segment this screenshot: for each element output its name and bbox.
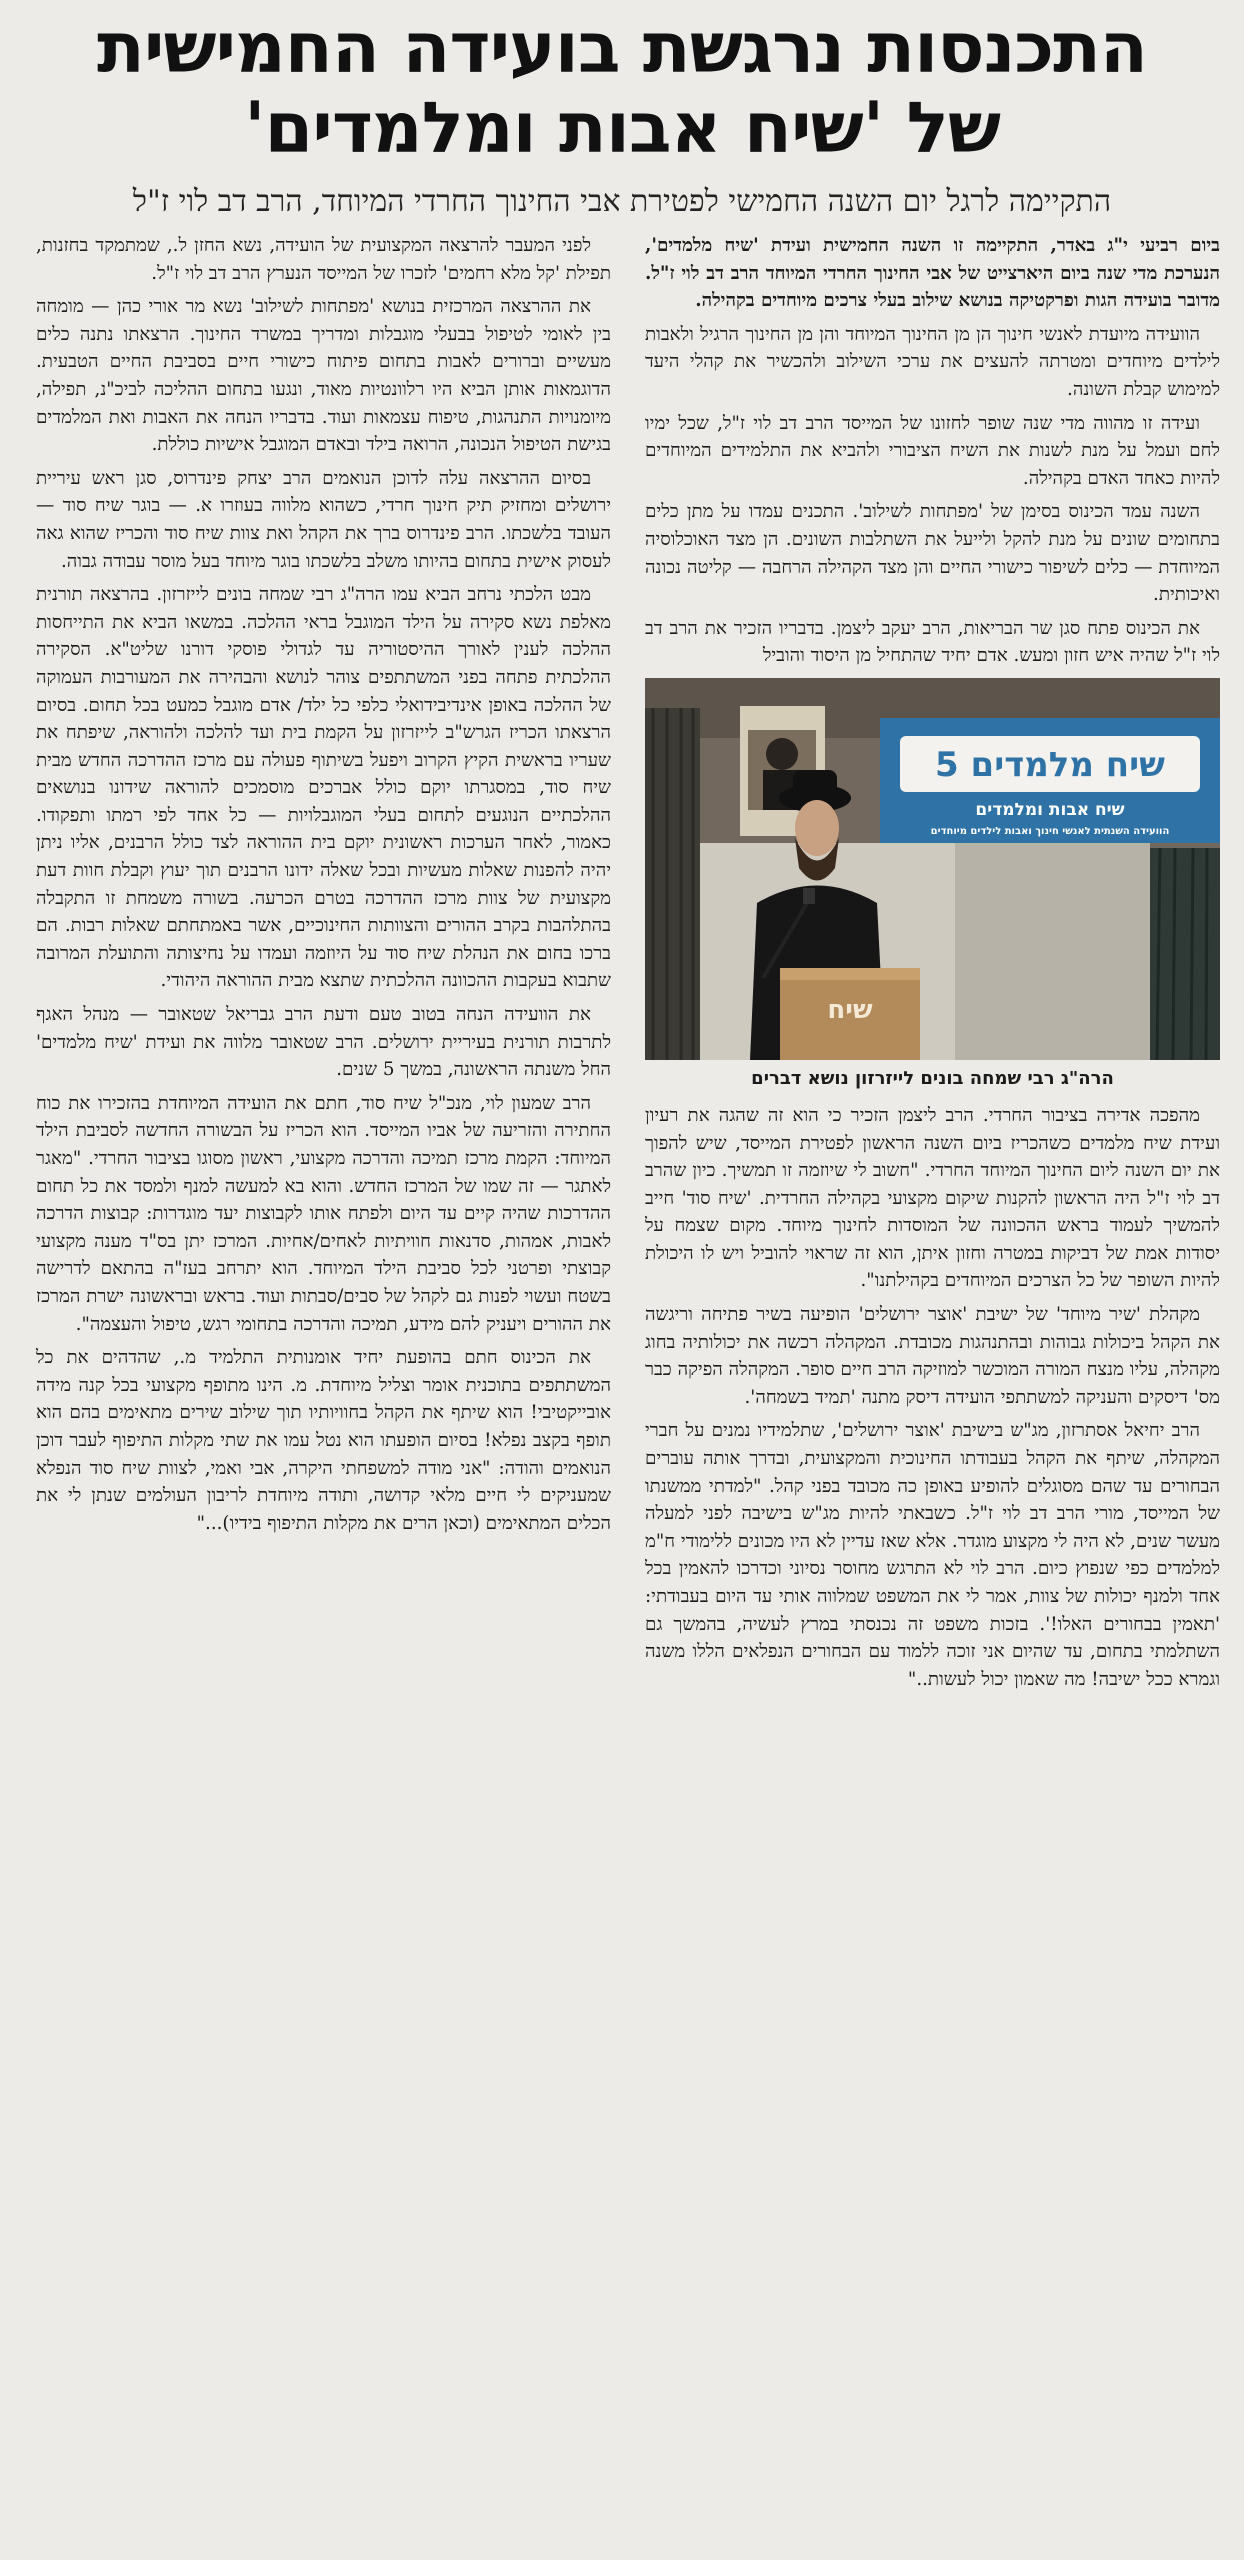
paragraph: את הכינוס פתח סגן שר הבריאות, הרב יעקב ליצמן. בדבריו הזכיר את הרב דב לוי ז"ל שהיה איש חזון ומעש. אדם יחיד שהתחיל מן היסוד והוביל — [645, 617, 1220, 667]
paragraph: ועידה זו מהווה מדי שנה שופר לחזונו של המייסד הרב דב לוי ז"ל, שכל ימיו לחם ועמל על מנת לשנות את השיח הציבורי ולהביא את התלמידים המיוחדים להיות כאחד האדם בקהילה. — [645, 412, 1220, 489]
column-left — [36, 232, 611, 2532]
paragraph: הוועידה מיועדת לאנשי חינוך הן מן החינוך המיוחד והן מן החינוך הרגיל ולאבות לילדים מיוחדים ומטרתה להעצים את ערכי השילוב ולהכשיר את קהלי היעד למימוש קבלת השונה. — [645, 323, 1220, 400]
column-right — [645, 232, 1220, 2532]
paragraph: לפני המעבר להרצאה המקצועית של הועידה, נשא החזן ל., שמתמקד בחזנות, תפילת 'קל מלא רחמים' לזכרו של המייסד הנערץ הרב דב לוי ז"ל. — [36, 235, 611, 284]
paragraph: את הכינוס חתם בהופעת יחיד אומנותית התלמיד מ., שהדהים את כל המשתתפים בתוכנית אומר וצליל מיוחדת. מ. הינו מתופף מקצועי בכל קנה מידה אובייקטיבי! הוא שיתף את הקהל בחוויותיו תוך שילוב שירים מתאימים בהם הוא תופף בקצב נפלא! בסיום הופעתו הוא נטל עמו את שתי מקלות התיפוף לעבר דוכן הנואמים והודה: "אני מודה למשפחתי היקרה, אבי ואמי, לצוות שיח סוד הנפלא שמעניקים לי חיים מלאי קדושה, ותודה מיוחדת לריבון העולמים שנתן לי את הכלים המתאימים (וכאן הרים את מקלות התיפוף בידיו)..." — [36, 1347, 611, 1534]
paragraph: מהפכה אדירה בציבור החרדי. הרב ליצמן הזכיר כי הוא זה שהגה את רעיון ועידת שיח מלמדים כשהכריז ביום השנה הראשון לפטירת המייסד, שיש להפוך את יום השנה ליום החינוך המיוחד החרדי. "חשוב לי שיוזמה זו תמשיך. כיון שהרב דב לוי ז"ל היה הראשון להקנות שיקום מקצועי בקהילה החרדית. 'שיח סוד' חייב להמשיך לעמוד בראש ההכוונה של המוסדות לחינוך מיוחד. מקום שצמח על יסודות אמת של דביקות במטרה וחזון איתן, הוא זה שראוי להוביל ויש לו היכולת להיות השופר של כל הצרכים המיוחדים בקהילתנו". — [645, 1104, 1220, 1292]
paragraph: את הוועידה הנחה בטוב טעם ודעת הרב גבריאל שטאובר — מנהל האגף לתרבות תורנית בעיריית ירושלים. הרב שטאובר מלווה את ועידת 'שיח מלמדים' החל משנתה הראשונה, במשך 5 שנים. — [36, 1004, 611, 1081]
article-columns — [24, 232, 1220, 2532]
subheadline: התקיימה לרגל יום השנה החמישי לפטירת אבי החינוך החרדי המיוחד, הרב דב לוי ז"ל — [132, 184, 1112, 219]
banner-small-text: הוועידה השנתית לאנשי חינוך ואבות לילדים מיוחדים — [930, 825, 1170, 837]
podium-text: שיח — [827, 994, 873, 1025]
paragraph: את ההרצאה המרכזית בנושא 'מפתחות לשילוב' נשא מר אורי כהן — מומחה בין לאומי לטיפול בבעלי מוגבלות ומדריך במשרד החינוך. הרצאתו נתנה כלים מעשיים וברורים לאבות בתחום פיתוח כישורי חיים בסביבת החיים הטבעית. הדוגמאות אותן הביא היו רלוונטיות מאוד, ונגעו בתחום ההליכה לביכ"נ, תפילה, מיומנויות התנהגות, טיפוח עצמאות ועוד. בדבריו הנחה את האבות ואת המלמדים בגישת הטיפול הנכונה, הרואה בילד ובאדם המוגבל אישיות כוללת. — [36, 296, 611, 456]
article-photo — [645, 678, 1220, 1060]
banner-title: שיח מלמדים 5 — [935, 744, 1165, 785]
paragraph: מבט הלכתי נרחב הביא עמו הרה"ג רבי שמחה בונים לייזרזון. בהרצאה תורנית מאלפת נשא סקירה על הילד המוגבל בראי ההלכה. במשאו הביא את התייחסות ההלכה לענין לאורך ההיסטוריה עד לגדולי פוסקי דורנו שליט"א. הסקירה ההלכתית פתחה בפני המשתתפים צוהר לנושא והבהירה את המעורבות העמוקה של ההלכה באופן אינדיבידואלי כלפי כל ילד/ אדם מוגבל כמעט בכל תחום. בסיום הרצאתו הכריז הגרש"ב לייזרזון על הקמת בית ועד להלכה ולהוראה, שיפתח את שעריו בראשית הקיץ הקרוב ויפעל בשיתוף פעולה עם מרכז ההדרכה החדש מבית שיח סוד, במסגרתו יוקם כולל אברכים מוסמכים להוראה שידונו בנושאים ההלכתיים הנוגעים לתחום בעלי המוגבלויות — כל אחד לפי רמתו ותפקודו. כאמור, לאחר הערכות ראשונית יוקם בית ההוראה לצד כולל הרבנים, אליו ניתן יהיה להפנות שאלות מעשיות ובכל שאלה ידונו הרבנים תוך יעוץ וקבלת חוות דעת מקצועית של צוות מרכז ההדרכה בטרם הכרעה. בשורה משמחת זו התקבלה בהתלהבות בקרב ההורים והצוותות החינוכיים, אשר באמתחתם שאלות רבות. הם ברכו בחום את הנהלת שיח סוד על היוזמה ועמדו על נחיצותה והתועלת המרובה שתבוא בעקבות ההכוונה ההלכתית שתצא מבית ההוראה היהודי. — [36, 584, 611, 992]
banner-subtitle: שיח אבות ומלמדים — [975, 799, 1125, 820]
photo-caption: הרה"ג רבי שמחה בונים לייזרזון נושא דברים — [751, 1067, 1114, 1089]
headline-line-2: של 'שיח אבות ומלמדים' — [244, 87, 1000, 169]
paragraph: הרב שמעון לוי, מנכ"ל שיח סוד, חתם את הועידה המיוחדת בהזכירו את כוח החתירה והזריעה של אביו המייסד. הוא הכריז על הבשורה החדשה לסביבת הילד המיוחד: הקמת מרכז תמיכה והדרכה מקצועי, ראשון מסוגו בציבור החרדי. "מאגר לאתגר — זה שמו של המרכז החדש. והוא בא למעשה למנף ולמסד את כל תחום ההדרכות שהיה קיים עד היום ולפתח אותו לקבוצות יעד מוגדרות: קבוצות הדרכה לאבות, אמהות, סדנאות חוויתיות לאחים/אחיות. המרכז יתן בס"ד מענה מקצועי קבוצתי ופרטני לכל סביבת הילד המיוחד. הוא יתרחב בעז"ה בהתאם לדרישה בשטח ועשוי לפנות גם לקהל של סבים/סבתות ועוד. בראש ובראשונה ישרת המרכז את ההורים ויעניק להם מידע, תמיכה והדרכה בתחומי רגש, טיפול והעצמה". — [36, 1092, 611, 1335]
photo-block — [645, 678, 1220, 1092]
paragraph: מקהלת 'שיר מיוחד' של ישיבת 'אוצר ירושלים' הופיעה בשיר פתיחה וריגשה את הקהל ביכולות גבוהות ובהתנהגות מכובדת. המקהלה רכשה את יכולותיה בחוג מקהלה, עליו מנצח המורה המוכשר למוזיקה הרב חיים סופר. המקהלה הפיקה כבר מס' דיסקים והעניקה למשתתפי הועידה דיסק מתנה 'תמיד בשמחה'. — [645, 1304, 1220, 1408]
article-lead: ביום רביעי י"ג באדר, התקיימה זו השנה החמישית ועידת 'שיח מלמדים', הנערכת מדי שנה ביום היארצייט של אבי החינוך החרדי המיוחד הרב דב לוי ז"ל. מדובר בועידה הגות ופרקטיקה בנושא שילוב בעלי צרכים מיוחדים בקהילה. — [645, 235, 1220, 312]
paragraph: בסיום ההרצאה עלה לדוכן הנואמים הרב יצחק פינדרוס, סגן ראש עיריית ירושלים ומחזיק תיק חינוך חרדי, כשהוא מלווה בעוזרו א. — בוגר שיח סוד — העובד בלשכתו. הרב פינדרוס ברך את הקהל ואת צוות שיח סוד והכריז שהוא גאה לעסוק אישית בתחום בהיותו משלב בלשכתו בוגר מיוחד בעל מוסר עבודה גבוה. — [36, 467, 611, 572]
paragraph: הרב יחיאל אסתרזון, מג"ש בישיבת 'אוצר ירושלים', שתלמידיו נמנים על חברי המקהלה, שיתף את הקהל בעבודתו החינוכית והמקצועית, ובדרך אותה עוברים הבחורים עד שהם מסוגלים להופיע באופן כה מכובד בפני קהל. "למדתי ממשנתו של המייסד, מורי הרב דב לוי ז"ל. כשבאתי להיות מג"ש בישיבה לפני למעלה מעשר שנים, לא היה לי מקצוע מוגדר. אלא שאז עדיין לא היו מכונים ללימודי ח"מ למלמדים כפי שנפוץ כיום. הרב לוי לא התרגש מחוסר נסיוני וכדרכו להאמין בכל אחד ולמנף יכולות של צוות, אמר לי את המשפט שמלווה אותי עד היום בעבודתי: 'תאמין בבחורים האלו!'. בזכות משפט זה נכנסתי במרץ לעשיה, בהמשך גם השתלמתי בתחום, עד שהיום אני זוכה ללמוד עם הבחורים הנפלאים הללו משנה וגמרא ככל ישיבה! מה שאמון יכול לעשות.." — [645, 1420, 1220, 1690]
photo-illustration — [645, 678, 1220, 1060]
headline-line-1: התכנסות נרגשת בועידה החמישית — [97, 7, 1147, 89]
paragraph: השנה עמד הכינוס בסימן של 'מפתחות לשילוב'. התכנים עמדו על מתן כלים בתחומים שונים על מנת להקל ולייעל את השתלבות השונים. הן מצד האוכלוסיה המיוחדת — כלים לשיפור כישורי החיים והן מצד הקהילה הרחבה — קליטה נכונה ואיכותית. — [645, 501, 1220, 606]
